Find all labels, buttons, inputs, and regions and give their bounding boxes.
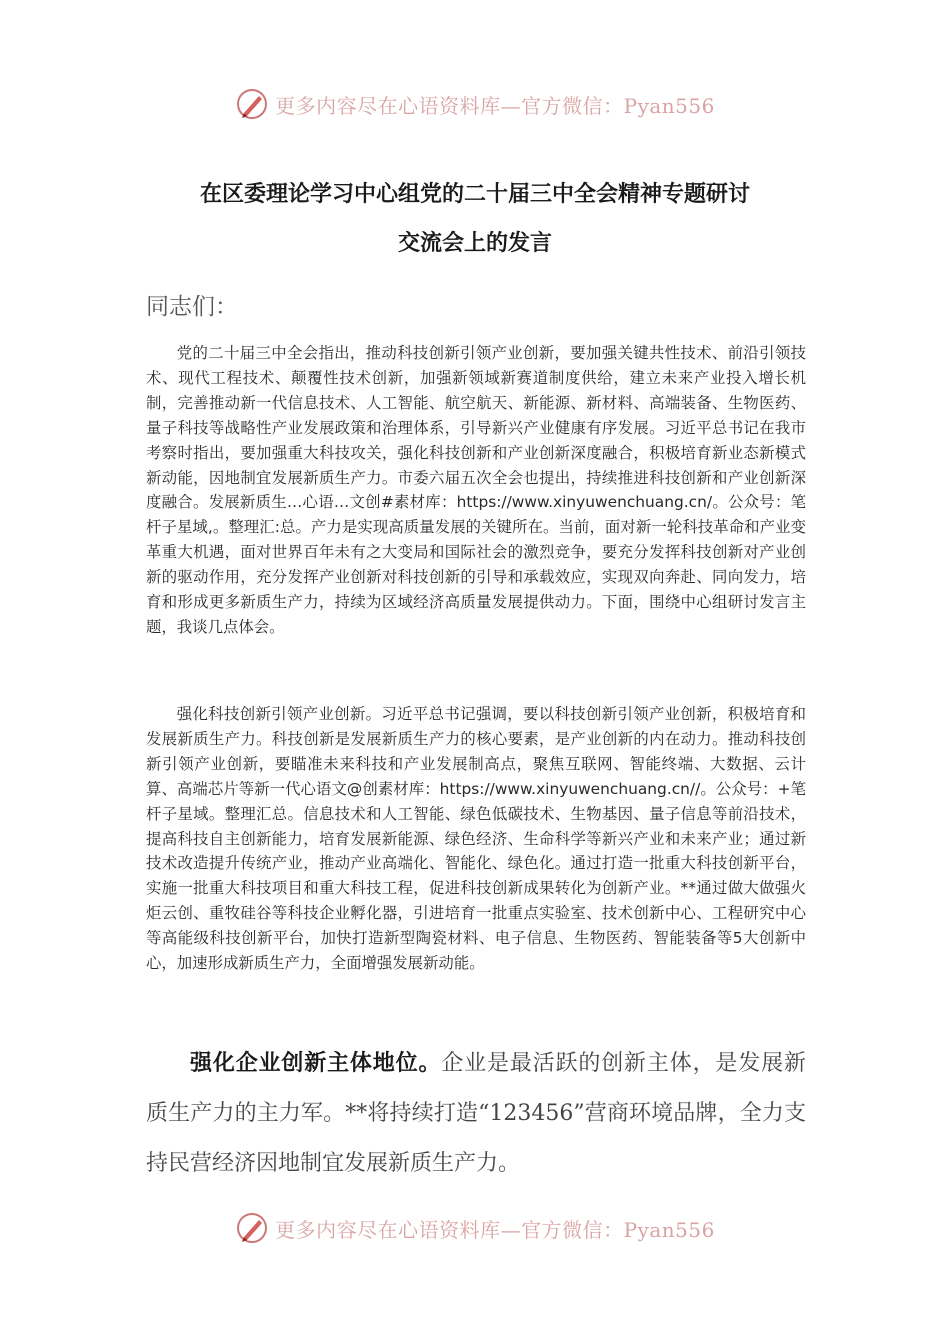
pen-logo-icon [235,87,269,121]
document-title-line2: 交流会上的发言 [397,231,552,256]
paragraph-enterprise [146,1039,806,1189]
paragraph-enterprise-body: 企业是最活跃的创新主体，是发展新质生产力的主力军。**将持续打造“123456”营商环境品牌，全力支持民营经济因地制宜发展新质生产力。 [146,1051,806,1176]
paragraph-enterprise-lead: 强化企业创新主体地位。 [190,1051,442,1076]
watermark-footer [0,1208,950,1248]
paragraph-intro: 党的二十届三中全会指出，推动科技创新引领产业创新，要加强关键共性技术、前沿引领技术、现代工程技术、颠覆性技术创新，加强新领域新赛道制度供给，建立未来产业投入增长机制，完善推动新一代信息技术、人工智能、航空航天、新能源、新材料、高端装备、生物医药、量子科技等战略性产业发展政策和治理体系，引导新兴产业健康有序发展。习近平总书记在我市考察时指出，要加强重大科技攻关，强化科技创新和产业创新深度融合，积极培育新业态新模式新动能，因地制宜发展新质生产力。市委六届五次全会也提出，持续推进科技创新和产业创新深度融合。发展新质生…心语…文创#素材库：https://www.xinyuwenchuang.cn/。公众号：笔杆子星域,。整理汇:总。产力是实现高质量发展的关键所在。当前，面对新一轮科技革命和产业变革重大机遇，面对世界百年未有之大变局和国际社会的激烈竞争，要充分发挥科技创新对产业创新的驱动作用，充分发挥产业创新对科技创新的引导和承载效应，实现双向奔赴、同向发力，培育和形成更多新质生产力，持续为区域经济高质量发展提供动力。下面，围绕中心组研讨发言主题，我谈几点体会。 [146,344,806,636]
paragraph-tech-innovation: 强化科技创新引领产业创新。习近平总书记强调，要以科技创新引领产业创新，积极培育和发展新质生产力。科技创新是发展新质生产力的核心要素，是产业创新的内在动力。推动科技创新引领产业创新，要瞄准未来科技和产业发展制高点，聚焦互联网、智能终端、大数据、云计算、高端芯片等新一代心语文@创素材库：https://www.xinyuwenchuang.cn//。公众号：+笔杆子星域。整理汇总。信息技术和人工智能、绿色低碳技术、生物基因、量子信息等前沿技术，提高科技自主创新能力，培育发展新能源、绿色经济、生命科学等新兴产业和未来产业；通过新技术改造提升传统产业，推动产业高端化、智能化、绿色化。通过打造一批重大科技创新平台，实施一批重大科技项目和重大科技工程，促进科技创新成果转化为创新产业。**通过做大做强火炬云创、重牧硅谷等科技企业孵化器，引进培育一批重点实验室、技术创新中心、工程研究中心等高能级科技创新平台，加快打造新型陶瓷材料、电子信息、生物医药、智能装备等5大创新中心，加速形成新质生产力，全面增强发展新动能。 [146,705,806,973]
watermark-text: 更多内容尽在心语资料库—官方微信：Pyan556 [275,1217,715,1242]
document-title-line1: 在区委理论学习中心组党的二十届三中全会精神专题研讨 [199,182,750,207]
salutation: 同志们： [146,294,238,320]
watermark-header [0,84,950,124]
pen-logo-icon [235,1211,269,1245]
watermark-text: 更多内容尽在心语资料库—官方微信：Pyan556 [275,93,715,118]
